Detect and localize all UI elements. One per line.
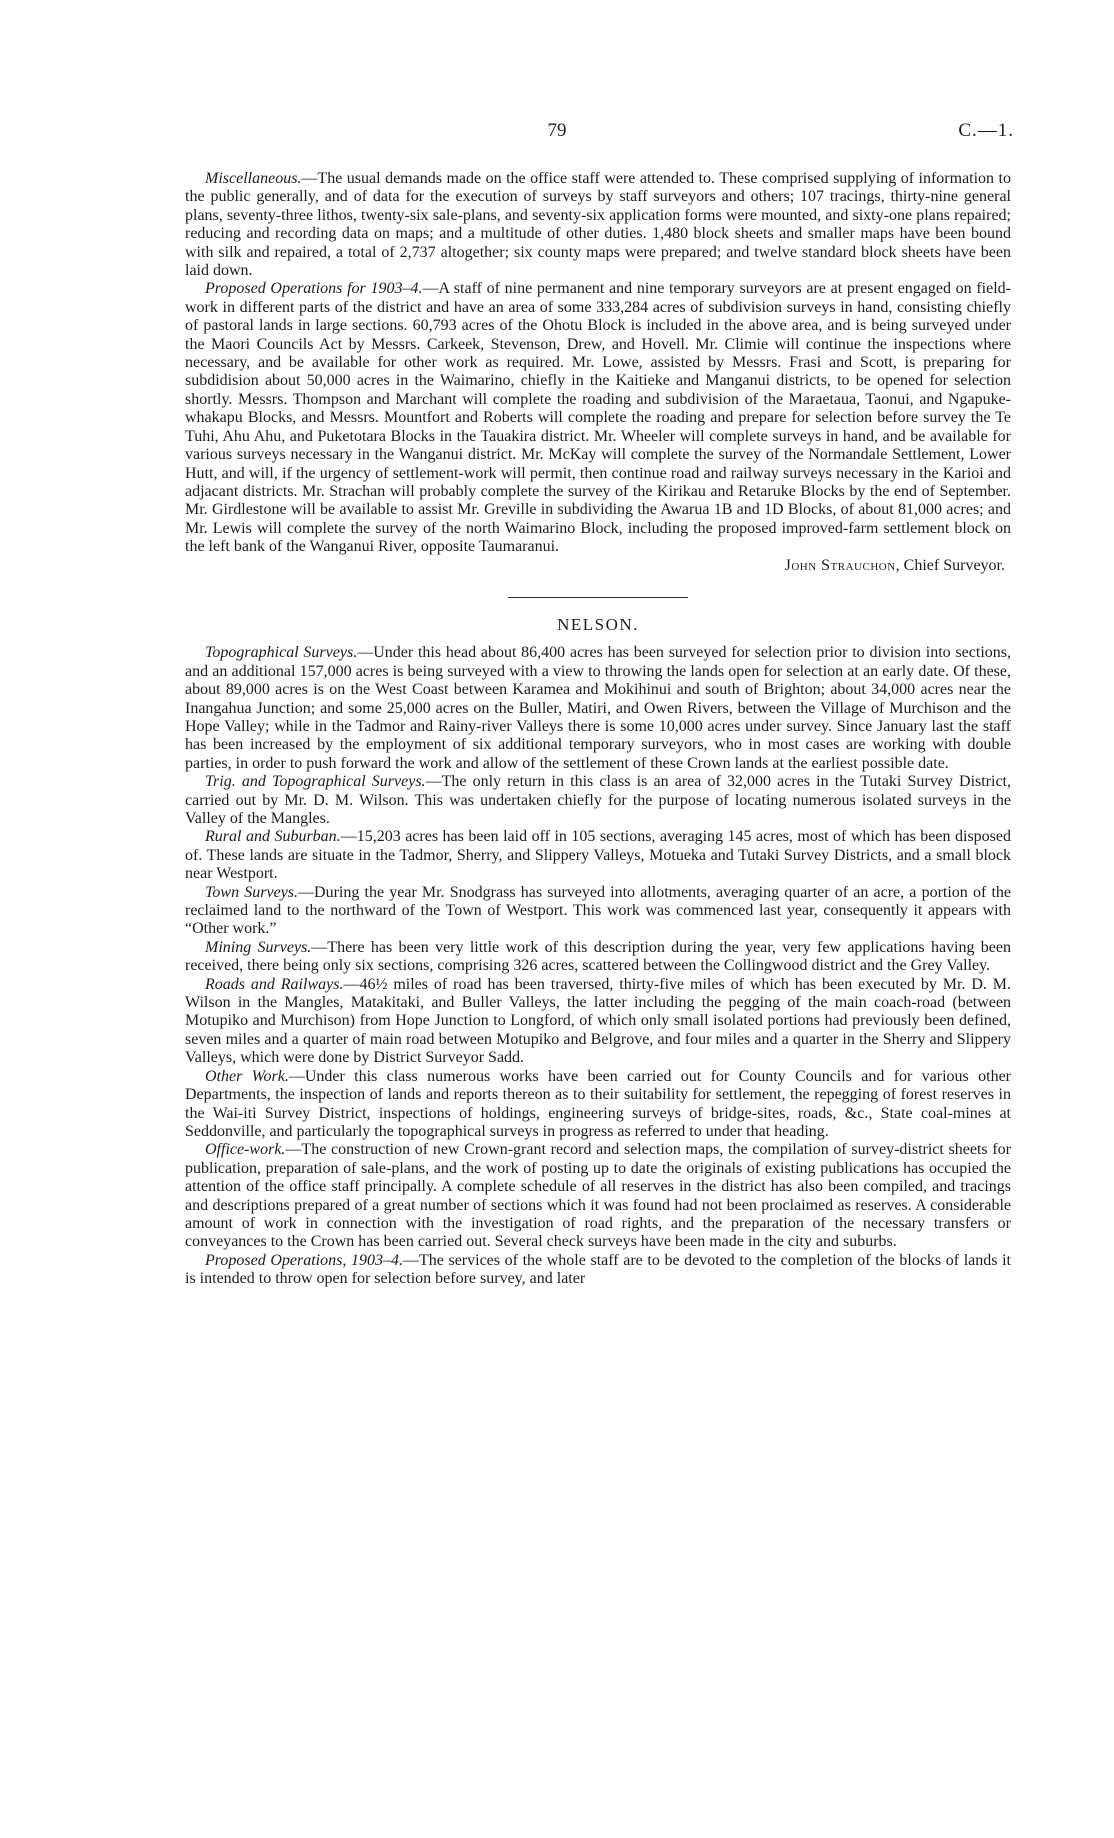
paragraph-miscellaneous (185, 170, 1011, 280)
wellington-section (185, 170, 1011, 575)
paragraph-roads-railways (185, 976, 1011, 1068)
paragraph-heading: Mining Surveys. (205, 938, 312, 956)
page-number: 79 (547, 120, 567, 141)
paragraph-heading: Office-work. (205, 1141, 286, 1159)
paragraph-text: —A staff of nine permanent and nine temporary surveyors are at present engaged on field-work in different parts of the district and have an area of some 333,284 acres of subdivision surveys in hand, consisting chiefly of pastoral lands in large sections. 60,793 acres of the Ohotu Block is included in the above area, and is being surveyed under the Maori Councils Act by Messrs. Carkeek, Stevenson, Drew, and Hovell. Mr. Climie will continue the inspections where necessary, and be available for other work as required. Mr. Lowe, assisted by Messrs. Frasi and Scott, is preparing for subdidision about 50,000 acres in the Waimarino, chiefly in the Kaitieke and Manganui districts, to be opened for selection shortly. Messrs. Thompson and Marchant will complete the roading and subdivision of the Maraetaua, Taonui, and Ngapuke-whakapu Blocks, and Messrs. Mountfort and Roberts will complete the roading and prepare for selection before survey the Te Tuhi, Ahu Ahu, and Puketotara Blocks in the Tauakira district. Mr. Wheeler will complete surveys in hand, and be available for various surveys necessary in the Wanganui district. Mr. McKay will complete the survey of the Normandale Settlement, Lower Hutt, and will, if the urgency of settlement-work will permit, then continue road and railway surveys necessary in the Karioi and adjacant districts. Mr. Strachan will probably complete the survey of the Kirikau and Retaruke Blocks by the end of September. Mr. Girdlestone will be available to assist Mr. Greville in subdividing the Awarua 1B and 1D Blocks, of about 81,000 acres; and Mr. Lewis will complete the survey of the north Waimarino Block, including the proposed improved-farm settlement block on the left bank of the Wanganui River, opposite Taumaranui. (185, 280, 1012, 556)
paragraph-text: —Under this head about 86,400 acres has been surveyed for selection prior to division into sections, and an additional 157,000 acres is being surveyed with a view to throwing the lands open for selection at an early date. Of these, about 89,000 acres is on the West Coast between Karamea and Mokihinui and south of Brighton; about 34,000 acres near the Inangahua Junction; and some 25,000 acres on the Buller, Matiri, and Owen Rivers, between the Village of Murchison and the Hope Valley; while in the Tadmor and Rainy-river Valleys there is some 10,000 acres under survey. Since January last the staff has been increased by the employment of six additional temporary surveyors, who in most cases are working with double parties, in order to push forward the work and allow of the settlement of these Crown lands at the earliest possible date. (185, 644, 1012, 772)
paragraph-text: —During the year Mr. Snodgrass has surveyed into allotments, averaging quarter of an acre, a portion of the reclaimed land to the northward of the Town of Westport. This work was commenced last year, consequently it appears with “Other work.” (185, 883, 1011, 938)
page-body (185, 170, 1011, 1289)
paragraph-mining-surveys (185, 939, 1011, 976)
paragraph-rural-suburban (185, 828, 1011, 883)
paragraph-heading: Miscellaneous. (205, 170, 302, 187)
paragraph-text: —Under this class numerous works have been carried out for County Councils and for various other Departments, the inspection of lands and reports thereon as to their suitability for settlement, the repegging of forest reserves in the Wai-iti Survey District, inspections of holdings, engineering surveys of bridge-sites, roads, &c., State coal-mines at Seddonville, and particularly the topographical surveys in progress as referred to under that heading. (185, 1067, 1011, 1140)
paragraph-trig-topographical (185, 773, 1011, 828)
paragraph-proposed-operations (185, 280, 1011, 556)
paragraph-heading: Rural and Suburban. (205, 828, 341, 846)
paragraph-heading: Roads and Railways. (205, 975, 344, 993)
paragraph-text: —46½ miles of road has been traversed, thirty-five miles of which has been executed by Mr. D. M. Wilson in the Mangles, Matakitaki, and Buller Valleys, the latter including the pegging of the main coach-road (between Motupiko and Murchison) from Hope Junction to Longford, of which only small isolated portions had previously been defined, seven miles and a quarter of main road between Motupiko and Belgrove, and four miles and a quarter in the Sherry and Slippery Valleys, which were done by District Surveyor Sadd. (185, 975, 1011, 1067)
paragraph-topographical-surveys (185, 644, 1011, 773)
paragraph-heading: Proposed Operations, 1903–4. (205, 1251, 403, 1269)
paragraph-text: —The services of the whole staff are to be devoted to the completion of the blocks of lands it is intended to throw open for selection before survey, and later (185, 1251, 1012, 1288)
paragraph-heading: Topographical Surveys. (205, 644, 358, 662)
paragraph-heading: Other Work. (205, 1067, 289, 1085)
paragraph-town-surveys (185, 884, 1011, 939)
paragraph-text: —There has been very little work of this description during the year, very few applications having been received, there being only six sections, comprising 326 acres, scattered between the Collingwood district and the Grey Valley. (185, 938, 1011, 975)
section-divider (508, 597, 688, 598)
signature (185, 557, 1011, 575)
paragraph-proposed-operations-nelson (185, 1252, 1011, 1289)
paragraph-heading: Trig. and Topographical Surveys. (205, 773, 426, 791)
paragraph-heading: Proposed Operations for 1903–4. (205, 280, 423, 298)
signature-title: , Chief Surveyor. (895, 556, 1005, 574)
paragraph-heading: Town Surveys. (205, 883, 299, 901)
paragraph-office-work (185, 1141, 1011, 1251)
paragraph-text: —The usual demands made on the office staff were attended to. These comprised supplying of information to the public generally, and of data for the execution of surveys by staff surveyors and others; 107 tracings, thirty-nine general plans, seventy-three lithos, twenty-six sale-plans, and seventy-six application forms were mounted, and sixty-one plans repaired; reducing and recording data on maps; and a multitude of other duties. 1,480 block sheets and smaller maps have been bound with silk and repaired, a total of 2,737 altogether; six county maps were prepared; and twelve standard block sheets have been laid down. (185, 170, 1011, 280)
section-title: NELSON. (557, 614, 639, 634)
paragraph-other-work (185, 1068, 1011, 1142)
paragraph-text: —15,203 acres has been laid off in 105 sections, averaging 145 acres, most of which has been disposed of. These lands are situate in the Tadmor, Sherry, and Slippery Valleys, Motueka and Tutaki Survey Districts, and a small block near Westport. (185, 828, 1012, 883)
nelson-section (185, 616, 1011, 1289)
document-reference: C.—1. (958, 120, 1014, 141)
paragraph-text: —The construction of new Crown-grant record and selection maps, the compilation of survey-district sheets for publication, preparation of sale-plans, and the work of posting up to date the originals of existing publications has occupied the attention of the office staff principally. A complete schedule of all reserves in the district has also been compiled, and tracings and descriptions prepared of a great number of sections which it was found had not been proclaimed as reserves. A considerable amount of work in connection with the investigation of road rights, and the preparation of the necessary transfers or conveyances to the Crown has been carried out. Several check surveys have been made in the city and suburbs. (185, 1141, 1011, 1251)
paragraph-text: —The only return in this class is an area of 32,000 acres in the Tutaki Survey District, carried out by Mr. D. M. Wilson. This was undertaken chiefly for the purpose of locating numerous isolated surveys in the Valley of the Mangles. (185, 773, 1012, 827)
signature-name: John Strauchon (784, 556, 896, 574)
